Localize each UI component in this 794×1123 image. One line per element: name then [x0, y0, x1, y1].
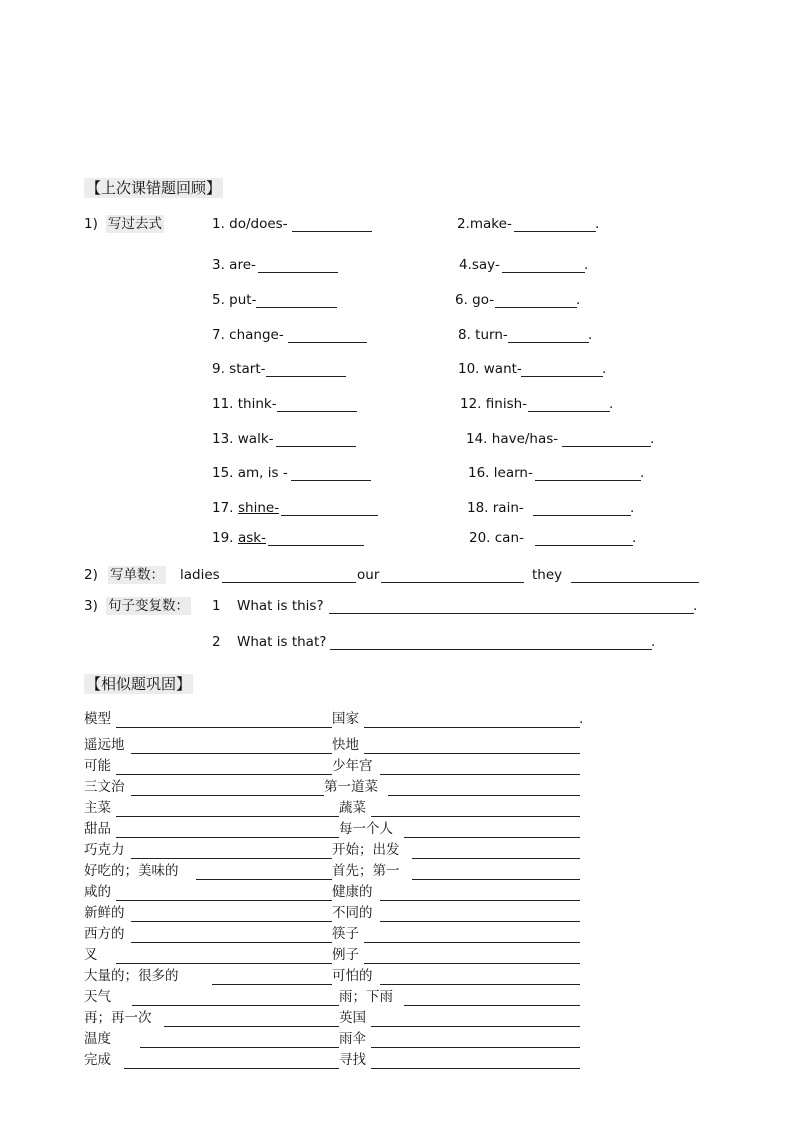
period-2: .: [595, 216, 600, 232]
answer-line-our[interactable]: [381, 582, 524, 583]
answer-line-11[interactable]: [277, 411, 357, 412]
verb-item-18: 18. rain-: [467, 500, 524, 516]
answer-line[interactable]: [116, 816, 339, 817]
verb-item-15: 15. am, is -: [212, 465, 288, 481]
vocab-word: 可怕的: [332, 968, 373, 984]
vocab-word: 甜品: [84, 821, 111, 837]
verb-item-19-number: 19.: [212, 530, 234, 546]
answer-line[interactable]: [131, 753, 332, 754]
answer-line[interactable]: [388, 795, 580, 796]
answer-line-5[interactable]: [256, 307, 337, 308]
answer-line-3[interactable]: [258, 272, 338, 273]
answer-line[interactable]: [164, 1026, 339, 1027]
verb-item-20: 20. can-: [469, 530, 524, 546]
vocab-word: 新鲜的: [84, 905, 125, 921]
answer-line-1[interactable]: [292, 231, 372, 232]
vocab-word: 叉: [84, 947, 98, 963]
verb-item-9: 9. start-: [212, 361, 266, 377]
vocab-word: 天气: [84, 989, 111, 1005]
verb-item-7: 7. change-: [212, 327, 284, 343]
question-label-singular: 写单数：: [110, 567, 164, 583]
vocab-word: 西方的: [84, 926, 125, 942]
verb-item-17-number: 17.: [212, 500, 234, 516]
answer-line[interactable]: [404, 1005, 580, 1006]
verb-item-3: 3. are-: [212, 257, 256, 273]
singular-word-ladies: ladies: [180, 567, 220, 583]
verb-item-1: 1. do/does-: [212, 216, 288, 232]
period-sentence-2: .: [651, 634, 656, 650]
answer-line[interactable]: [364, 727, 580, 728]
vocab-word: 英国: [339, 1010, 366, 1026]
verb-item-14: 14. have/has-: [466, 431, 559, 447]
vocab-word: 蔬菜: [339, 800, 366, 816]
answer-line[interactable]: [124, 1068, 339, 1069]
section-title-review: 【上次课错题回顾】: [86, 179, 222, 197]
answer-line[interactable]: [116, 900, 332, 901]
verb-item-5: 5. put-: [212, 292, 257, 308]
section-title-consolidation: 【相似题巩固】: [86, 675, 192, 693]
answer-line[interactable]: [380, 900, 580, 901]
vocab-word: 模型: [84, 711, 111, 727]
question-number-2: 2): [84, 567, 98, 583]
vocab-word: 第一道菜: [324, 779, 378, 795]
singular-word-they: they: [532, 567, 563, 583]
answer-line-17[interactable]: [281, 515, 378, 516]
answer-line-6[interactable]: [495, 307, 577, 308]
period-10: .: [602, 361, 607, 377]
sentence-text-2: What is that?: [237, 634, 327, 650]
vocab-word: 少年宫: [332, 758, 373, 774]
verb-item-2: 2.make-: [457, 216, 512, 232]
sentence-text-1: What is this?: [237, 598, 324, 614]
vocab-word: 每一个人: [339, 821, 393, 837]
period-20: .: [632, 530, 637, 546]
vocab-word: 健康的: [332, 884, 373, 900]
answer-line[interactable]: [380, 984, 580, 985]
answer-line-4[interactable]: [502, 272, 585, 273]
verb-item-19-word: ask-: [238, 530, 266, 546]
question-number-3: 3): [84, 598, 98, 614]
answer-line[interactable]: [131, 942, 332, 943]
vocab-word: 开始；出发: [332, 842, 400, 858]
answer-line[interactable]: [364, 963, 580, 964]
verb-item-8: 8. turn-: [458, 327, 508, 343]
answer-line-19[interactable]: [268, 545, 364, 546]
verb-item-12: 12. finish-: [460, 396, 528, 412]
answer-line[interactable]: [380, 921, 580, 922]
vocab-word: 大量的；很多的: [84, 968, 179, 984]
question-label-plural-sentence: 句子变复数：: [108, 598, 189, 614]
verb-item-6: 6. go-: [455, 292, 495, 308]
answer-line-16[interactable]: [535, 480, 641, 481]
answer-line-10[interactable]: [521, 376, 603, 377]
answer-line[interactable]: [116, 963, 332, 964]
verb-item-13: 13. walk-: [212, 431, 274, 447]
vocab-word: 快地: [332, 737, 359, 753]
answer-line-12[interactable]: [528, 411, 610, 412]
vocab-word: 可能: [84, 758, 111, 774]
answer-line-13[interactable]: [276, 446, 356, 447]
answer-line[interactable]: [131, 858, 332, 859]
vocab-word: 再；再一次: [84, 1010, 152, 1026]
vocab-word: 主菜: [84, 800, 111, 816]
verb-item-11: 11. think-: [212, 396, 277, 412]
answer-line[interactable]: [116, 774, 332, 775]
answer-line-sentence-1[interactable]: [329, 613, 694, 614]
verb-item-4: 4.say-: [459, 257, 500, 273]
vocab-word: 遥远地: [84, 737, 125, 753]
sentence-number-2: 2: [212, 634, 221, 650]
vocab-word: 寻找: [339, 1052, 366, 1068]
vocab-word: 不同的: [332, 905, 373, 921]
answer-line[interactable]: [371, 816, 580, 817]
answer-line[interactable]: [131, 795, 324, 796]
answer-line[interactable]: [196, 879, 332, 880]
vocab-word: 例子: [332, 947, 359, 963]
vocab-word: 筷子: [332, 926, 359, 942]
answer-line[interactable]: [371, 1047, 580, 1048]
answer-line[interactable]: [364, 753, 580, 754]
answer-line-15[interactable]: [291, 480, 371, 481]
answer-line[interactable]: [364, 942, 580, 943]
question-label-past-tense: 写过去式: [108, 216, 162, 232]
vocab-word: 国家: [332, 711, 359, 727]
answer-line-8[interactable]: [508, 342, 589, 343]
vocab-word: 雨伞: [339, 1031, 366, 1047]
answer-line[interactable]: [132, 1005, 339, 1006]
answer-line-18[interactable]: [533, 515, 631, 516]
answer-line[interactable]: [116, 837, 339, 838]
vocab-word: 温度: [84, 1031, 111, 1047]
answer-line[interactable]: [412, 858, 580, 859]
sentence-number-1: 1: [212, 598, 221, 614]
vocab-word: 咸的: [84, 884, 111, 900]
answer-line-9[interactable]: [266, 376, 346, 377]
answer-line[interactable]: [412, 879, 580, 880]
answer-line[interactable]: [371, 1026, 580, 1027]
verb-item-17-word: shine-: [238, 500, 280, 516]
singular-word-our: our: [357, 567, 380, 583]
vocab-word: 首先；第一: [332, 863, 400, 879]
verb-item-10: 10. want-: [458, 361, 522, 377]
answer-line-20[interactable]: [535, 545, 633, 546]
answer-line[interactable]: [116, 727, 332, 728]
period-6: .: [576, 292, 581, 308]
period-vocab: .: [579, 711, 584, 727]
period-18: .: [630, 500, 635, 516]
period-16: .: [640, 465, 645, 481]
period-14: .: [650, 431, 655, 447]
answer-line-14[interactable]: [562, 446, 651, 447]
period-12: .: [609, 396, 614, 412]
answer-line[interactable]: [380, 774, 580, 775]
answer-line-7[interactable]: [288, 342, 367, 343]
vocab-word: 完成: [84, 1052, 111, 1068]
answer-line-2[interactable]: [514, 231, 596, 232]
answer-line[interactable]: [371, 1068, 580, 1069]
question-number-1: 1): [84, 216, 98, 232]
answer-line[interactable]: [131, 921, 332, 922]
answer-line-they[interactable]: [571, 582, 699, 583]
vocab-word: 巧克力: [84, 842, 125, 858]
period-8: .: [588, 327, 593, 343]
period-sentence-1: .: [693, 598, 698, 614]
vocab-word: 雨；下雨: [339, 989, 393, 1005]
verb-item-16: 16. learn-: [468, 465, 533, 481]
answer-line[interactable]: [404, 837, 580, 838]
vocab-word: 好吃的；美味的: [84, 863, 179, 879]
answer-line-sentence-2[interactable]: [330, 649, 652, 650]
answer-line[interactable]: [140, 1047, 339, 1048]
period-4: .: [584, 257, 589, 273]
vocab-word: 三文治: [84, 779, 125, 795]
answer-line[interactable]: [212, 984, 332, 985]
answer-line-ladies[interactable]: [222, 582, 356, 583]
